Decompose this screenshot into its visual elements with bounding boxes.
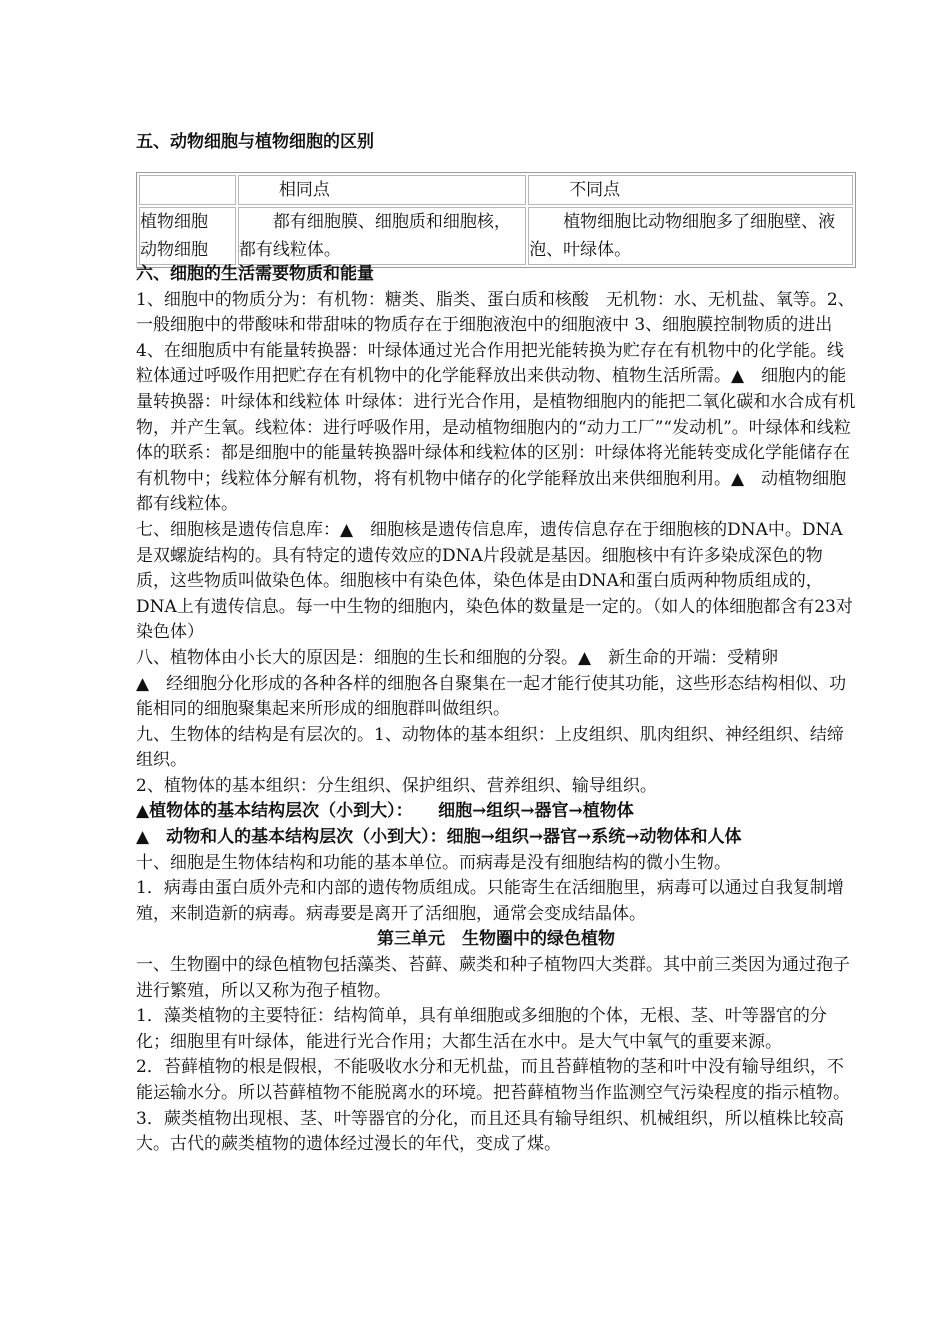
- paragraph: 2．苔藓植物的根是假根，不能吸收水分和无机盐，而且苔藓植物的茎和叶中没有输导组织，不能运输水分。所以苔藓植物不能脱离水的环境。把苔藓植物当作监测空气污染程度的指示植物。: [136, 1057, 850, 1103]
- cell-comparison-table: [136, 172, 856, 268]
- table-header-row: [139, 175, 853, 205]
- paragraph: 一、生物圈中的绿色植物包括藻类、苔藓、蕨类和种子植物四大类群。其中前三类因为通过孢子进行繁殖，所以又称为孢子植物。: [136, 955, 850, 1001]
- section-5-title: 五、动物细胞与植物细胞的区别: [136, 132, 374, 152]
- table-header-corner: [139, 175, 236, 205]
- table-header-same: 相同点: [238, 175, 526, 205]
- paragraph: 2、植物体的基本组织：分生组织、保护组织、营养组织、输导组织。: [136, 775, 657, 796]
- section-6-title: 六、细胞的生活需要物质和能量: [136, 264, 374, 284]
- table-row: [139, 207, 853, 265]
- paragraph: 1．病毒由蛋白质外壳和内部的遗传物质组成。只能寄生在活细胞里，病毒可以通过自我复制增殖，来制造新的病毒。病毒要是离开了活细胞，通常会变成结晶体。: [136, 878, 844, 924]
- table-header-diff: 不同点: [528, 175, 853, 205]
- plant-structure-levels: ▲植物体的基本结构层次（小到大）： 细胞→组织→器官→植物体: [136, 801, 634, 822]
- paragraph: 1、细胞中的物质分为：有机物：糖类、脂类、蛋白质和核酸 无机物：水、无机盐、氧等。2、一般细胞中的带酸味和带甜味的物质存在于细胞液泡中的细胞液中 3、细胞膜控制物质的进出 4、在细胞质中有能量转换器：叶绿体通过光合作用把光能转换为贮存在有机物中的化学能。线粒体通过呼吸作用把贮存在有机物中的化学能释放出来供动物、植物生活所需。▲ 细胞内的能量转换器：叶绿体和线粒体 叶绿体：进行光合作用，是植物细胞内的能把二氧化碳和水合成有机物，并产生氧。线粒体：进行呼吸作用，是动植物细胞内的“动力工厂”“发动机”。叶绿体和线粒体的联系：都是细胞中的能量转换器叶绿体和线粒体的区别：叶绿体将光能转变成化学能储存在有机物中；线粒体分解有机物，将有机物中储存的化学能释放出来供细胞利用。▲ 动植物细胞都有线粒体。: [136, 289, 856, 515]
- paragraph: 1．藻类植物的主要特征：结构简单，具有单细胞或多细胞的个体，无根、茎、叶等器官的分化；细胞里有叶绿体，能进行光合作用；大都生活在水中。是大气中氧气的重要来源。: [136, 1006, 827, 1052]
- document-body: [136, 262, 856, 1158]
- paragraph: 九、生物体的结构是有层次的。1、动物体的基本组织：上皮组织、肌肉组织、神经组织、结缔组织。: [136, 724, 844, 771]
- paragraph: 3．蕨类植物出现根、茎、叶等器官的分化，而且还具有输导组织、机械组织，所以植株比较高大。古代的蕨类植物的遗体经过漫长的年代，变成了煤。: [136, 1108, 844, 1155]
- paragraph: 十、细胞是生物体结构和功能的基本单位。而病毒是没有细胞结构的微小生物。: [136, 852, 731, 873]
- paragraph: 八、植物体由小长大的原因是：细胞的生长和细胞的分裂。▲ 新生命的开端：受精卵: [136, 647, 779, 668]
- paragraph: ▲ 经细胞分化形成的各种各样的细胞各自聚集在一起才能行使其功能，这些形态结构相似、功能相同的细胞聚集起来所形成的细胞群叫做组织。: [136, 673, 847, 720]
- animal-structure-levels: ▲ 动物和人的基本结构层次（小到大）：细胞→组织→器官→系统→动物体和人体: [136, 827, 742, 848]
- table-row-labels: [139, 207, 236, 265]
- table-cell-diff: 植物细胞比动物细胞多了细胞壁、液泡、叶绿体。: [528, 207, 853, 265]
- row-label-animal-cell: 动物细胞: [140, 240, 208, 260]
- row-label-plant-cell: 植物细胞: [140, 212, 208, 232]
- paragraph: 七、细胞核是遗传信息库：▲ 细胞核是遗传信息库，遗传信息存在于细胞核的DNA中。DNA是双螺旋结构的。具有特定的遗传效应的DNA片段就是基因。细胞核中有许多染成深色的物质，这些物质叫做染色体。细胞核中有染色体，染色体是由DNA和蛋白质两种物质组成的，DNA上有遗传信息。每一中生物的细胞内，染色体的数量是一定的。（如人的体细胞都含有23对染色体）: [136, 519, 853, 643]
- table-cell-same: 都有细胞膜、细胞质和细胞核，都有线粒体。: [238, 207, 526, 265]
- unit-3-title: 第三单元 生物圈中的绿色植物: [377, 929, 615, 950]
